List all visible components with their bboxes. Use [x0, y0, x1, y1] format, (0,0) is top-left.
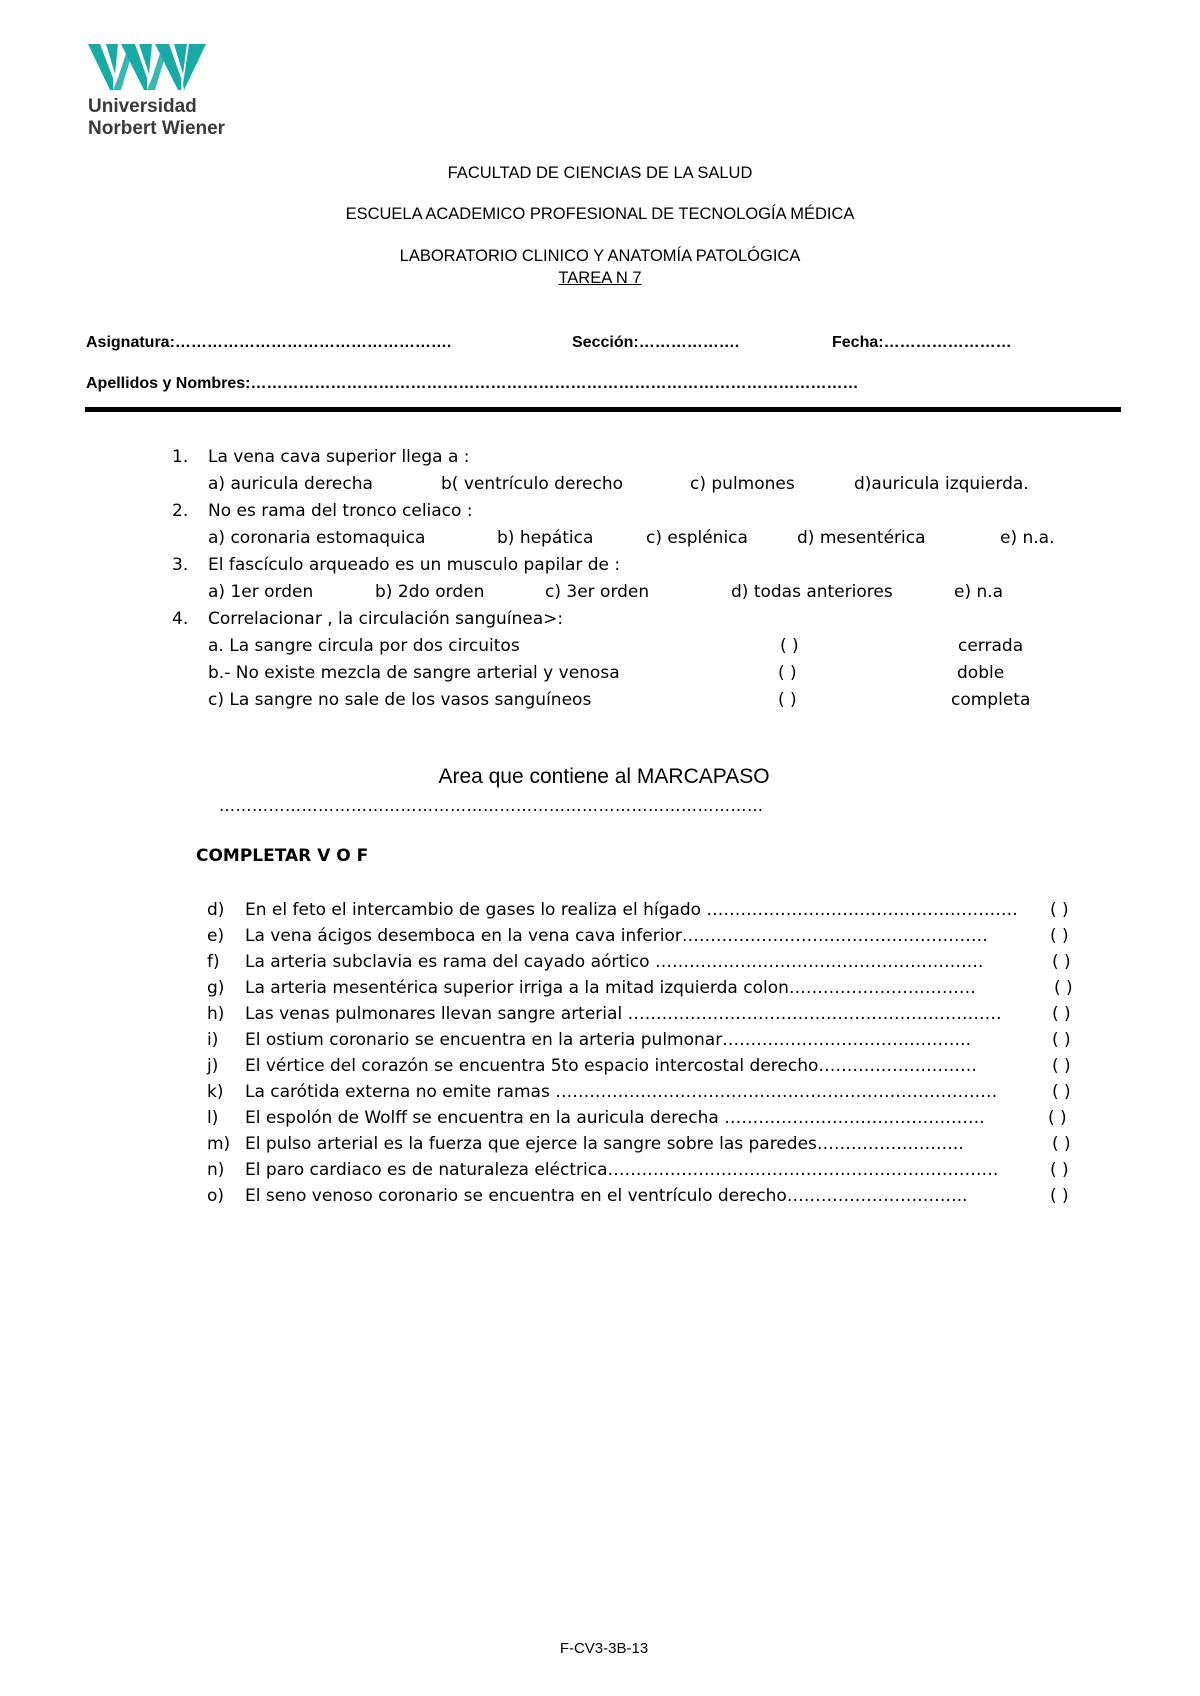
answer-blank[interactable]: ( ) [1052, 1134, 1071, 1154]
date-field[interactable]: Fecha:…………………… [832, 334, 1012, 351]
logo-mark-icon [88, 44, 206, 90]
item-letter: i) [207, 1030, 219, 1050]
list-item [0, 1134, 1200, 1160]
option[interactable]: d)auricula izquierda. [854, 474, 1029, 494]
marcapaso-answer-line[interactable]: ……………………………………………………………………………………… [219, 796, 764, 815]
lab-title: LABORATORIO CLINICO Y ANATOMÍA PATOLÓGICA [399, 247, 801, 265]
subject-field[interactable]: Asignatura:……………………………………………. [86, 334, 452, 351]
match-answer-blank[interactable]: ( ) [778, 690, 797, 710]
option[interactable]: e) n.a [954, 582, 1004, 602]
item-text: El seno venoso coronario se encuentra en el ventrículo derecho………………………….. [245, 1186, 968, 1206]
list-item [0, 1160, 1200, 1186]
item-letter: m) [207, 1134, 231, 1154]
option[interactable]: a) auricula derecha [208, 474, 373, 494]
logo-line-1: Universidad [88, 96, 197, 117]
option[interactable]: a) coronaria estomaquica [208, 528, 426, 548]
question-text: Correlacionar , la circulación sanguínea>: [208, 609, 564, 629]
answer-blank[interactable]: ( ) [1052, 952, 1071, 972]
marcapaso-question: Area que contiene al MARCAPASO [438, 765, 770, 788]
item-text: El paro cardiaco es de naturaleza eléctrica…………………………………………………………… [245, 1160, 999, 1180]
answer-blank[interactable]: ( ) [1050, 926, 1069, 946]
item-letter: k) [207, 1082, 224, 1102]
true-false-heading: COMPLETAR V O F [196, 846, 369, 866]
match-left: c) La sangre no sale de los vasos sanguíneos [208, 690, 592, 710]
option[interactable]: c) pulmones [690, 474, 795, 494]
list-item [0, 1082, 1200, 1108]
question-text: No es rama del tronco celiaco : [208, 501, 473, 521]
item-letter: e) [207, 926, 225, 946]
option[interactable]: a) 1er orden [208, 582, 314, 602]
option[interactable]: b( ventrículo derecho [441, 474, 623, 494]
section-field[interactable]: Sección:………………. [572, 334, 740, 351]
answer-blank[interactable]: ( ) [1052, 1082, 1071, 1102]
task-title: TAREA N 7 [558, 269, 642, 287]
item-letter: l) [207, 1108, 219, 1128]
logo-line-2: Norbert Wiener [88, 118, 226, 139]
match-right: cerrada [958, 636, 1024, 656]
form-code: F-CV3-3B-13 [559, 1640, 649, 1657]
names-field[interactable]: Apellidos y Nombres:…………………………………………………………………………………………………… [86, 375, 859, 392]
item-letter: o) [207, 1186, 225, 1206]
item-text: El espolón de Wolff se encuentra en la auricula derecha ………………………………………. [245, 1108, 985, 1128]
match-right: completa [951, 690, 1031, 710]
item-letter: n) [207, 1160, 225, 1180]
answer-blank[interactable]: ( ) [1048, 1108, 1067, 1128]
match-left: a. La sangre circula por dos circuitos [208, 636, 520, 656]
answer-blank[interactable]: ( ) [1050, 1160, 1069, 1180]
divider-rule [85, 407, 1121, 412]
faculty-title: FACULTAD DE CIENCIAS DE LA SALUD [447, 164, 753, 182]
match-answer-blank[interactable]: ( ) [780, 636, 799, 656]
item-letter: g) [207, 978, 225, 998]
list-item [0, 900, 1200, 926]
answer-blank[interactable]: ( ) [1050, 900, 1069, 920]
university-logo [88, 44, 248, 140]
item-text: En el feto el intercambio de gases lo realiza el hígado ………………….…………………………… [245, 900, 1018, 920]
answer-blank[interactable]: ( ) [1054, 978, 1073, 998]
match-answer-blank[interactable]: ( ) [778, 663, 797, 683]
list-item [0, 1004, 1200, 1030]
answer-blank[interactable]: ( ) [1050, 1186, 1069, 1206]
item-letter: j) [207, 1056, 219, 1076]
answer-blank[interactable]: ( ) [1052, 1056, 1071, 1076]
option[interactable]: c) 3er orden [545, 582, 650, 602]
option[interactable]: e) n.a. [1000, 528, 1055, 548]
option[interactable]: b) hepática [497, 528, 594, 548]
item-text: La vena ácigos desemboca en la vena cava inferior……………………………………………… [245, 926, 988, 946]
question-number: 3. [172, 555, 189, 575]
list-item [0, 926, 1200, 952]
option[interactable]: d) mesentérica [797, 528, 926, 548]
question-text: El fascículo arqueado es un musculo papilar de : [208, 555, 621, 575]
item-text: La arteria subclavia es rama del cayado aórtico …………………………………………………. [245, 952, 984, 972]
question-number: 4. [172, 609, 189, 629]
item-text: El vértice del corazón se encuentra 5to espacio intercostal derecho………………………. [245, 1056, 977, 1076]
answer-blank[interactable]: ( ) [1052, 1004, 1071, 1024]
item-text: La carótida externa no emite ramas …………………………………………………………………… [245, 1082, 998, 1102]
option[interactable]: d) todas anteriores [731, 582, 893, 602]
item-letter: h) [207, 1004, 225, 1024]
item-text: El pulso arterial es la fuerza que ejerce la sangre sobre las paredes…………………….. [245, 1134, 964, 1154]
list-item [0, 952, 1200, 978]
list-item [0, 1030, 1200, 1056]
question-number: 1. [172, 447, 189, 467]
list-item [0, 1056, 1200, 1082]
item-letter: d) [207, 900, 225, 920]
answer-blank[interactable]: ( ) [1052, 1030, 1071, 1050]
list-item [0, 978, 1200, 1004]
match-left: b.- No existe mezcla de sangre arterial y venosa [208, 663, 620, 683]
item-letter: f) [207, 952, 220, 972]
item-text: El ostium coronario se encuentra en la arteria pulmonar…………………………………….. [245, 1030, 971, 1050]
question-text: La vena cava superior llega a : [208, 447, 470, 467]
school-title: ESCUELA ACADEMICO PROFESIONAL DE TECNOLOGÍA MÉDICA [345, 205, 855, 223]
item-text: La arteria mesentérica superior irriga a la mitad izquierda colon…………………………… [245, 978, 976, 998]
option[interactable]: c) esplénica [646, 528, 748, 548]
list-item [0, 1186, 1200, 1212]
match-right: doble [957, 663, 1005, 683]
item-text: Las venas pulmonares llevan sangre arterial ………………………………………………………… [245, 1004, 1002, 1024]
list-item [0, 1108, 1200, 1134]
question-number: 2. [172, 501, 189, 521]
option[interactable]: b) 2do orden [375, 582, 485, 602]
true-false-list [0, 900, 1200, 1212]
